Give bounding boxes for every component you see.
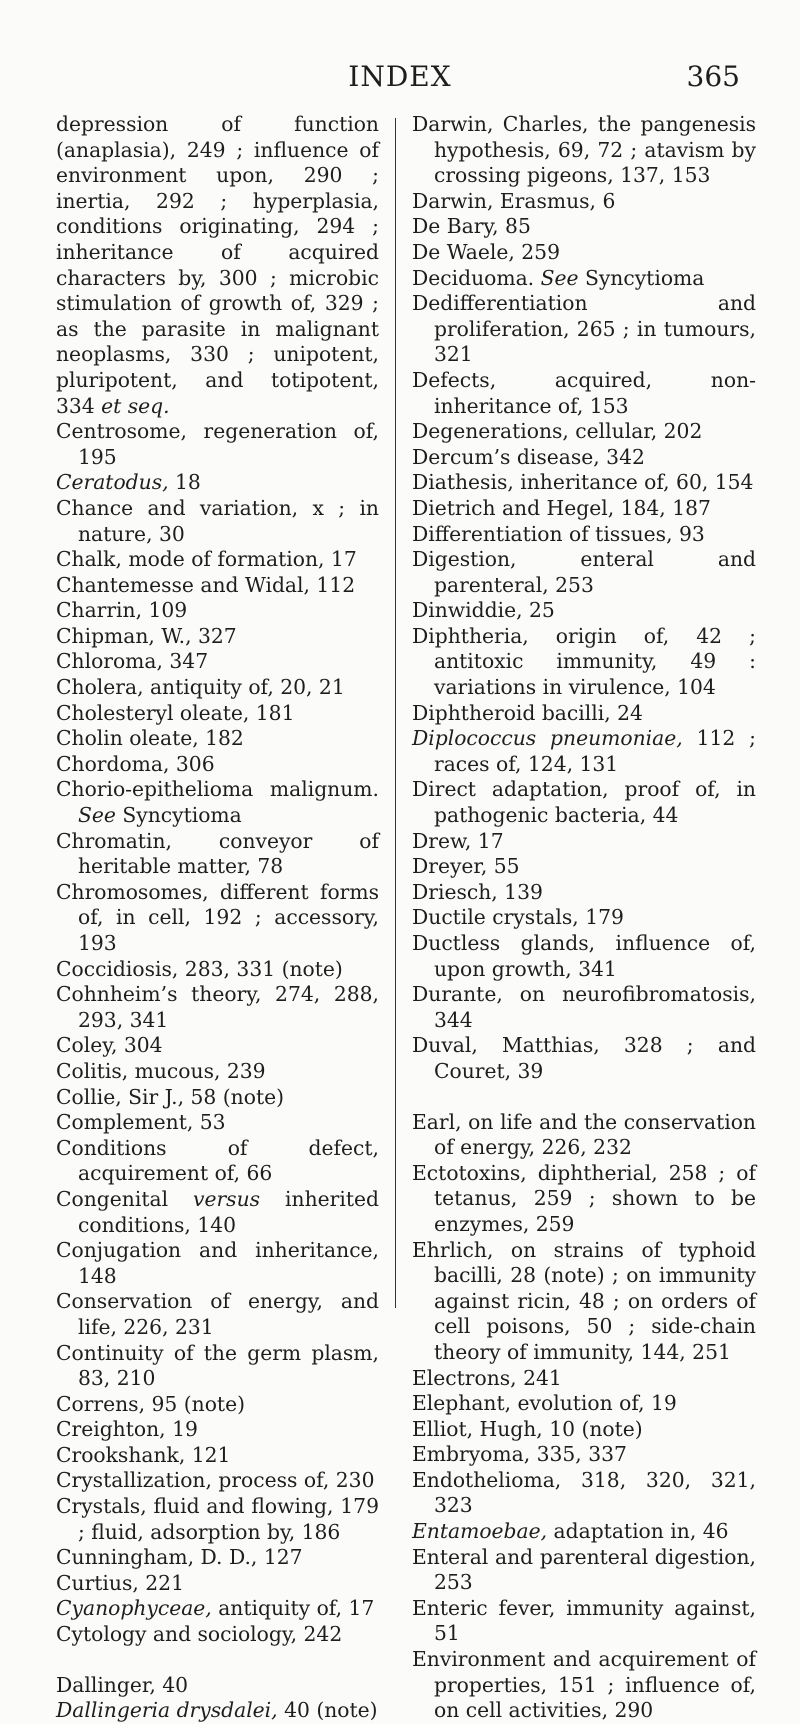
index-entry-text: Continuity of the germ plasm, 83, 210	[56, 1340, 379, 1391]
column-divider	[395, 118, 396, 1308]
index-entry-italic: Diplococcus pneumoniae,	[412, 726, 683, 751]
index-entry-italic: et seq.	[101, 393, 170, 418]
index-entry-italic: versus	[193, 1186, 261, 1211]
index-entry-text: Crystals, fluid and flowing, 179 ; fluid, adsorption by, 186	[56, 1494, 379, 1544]
index-entry-text: Chromosomes, different forms of, in cell, 192 ; accessory, 193	[56, 879, 379, 955]
index-entry-text: Dedifferentiation and proliferation, 265 ; in tumours, 321	[412, 291, 756, 367]
index-entry-text: De Waele, 259	[412, 239, 560, 264]
index-entry-text: Duval, Matthias, 328 ; and Couret, 39	[412, 1033, 756, 1083]
index-entry-text: Drew, 17	[412, 828, 504, 853]
index-entry	[412, 1442, 756, 1468]
index-entry	[56, 982, 379, 1033]
index-entry	[56, 1136, 379, 1187]
index-entry	[412, 291, 756, 368]
index-entry	[412, 240, 756, 266]
index-entry-text: Enteral and parenteral digestion, 253	[412, 1544, 756, 1595]
index-entry-text: Earl, on life and the conservation of energy, 226, 232	[412, 1109, 756, 1160]
index-entry	[412, 726, 756, 777]
index-entry-text: Crookshank, 121	[56, 1442, 231, 1467]
index-entry-text: Coccidiosis, 283, 331 (note)	[56, 956, 343, 981]
index-entry	[56, 1494, 379, 1545]
index-entry-italic: See	[78, 803, 116, 828]
index-entry	[56, 598, 379, 624]
index-entry	[412, 1238, 756, 1366]
index-entry	[412, 1545, 756, 1596]
index-entry	[412, 419, 756, 445]
index-entry-text: Curtius, 221	[56, 1570, 184, 1595]
index-entry	[56, 1059, 379, 1085]
index-entry	[412, 470, 756, 496]
index-entry-text: Chipman, W., 327	[56, 623, 237, 648]
index-entry	[412, 445, 756, 471]
index-entry-text: Enteric fever, immunity against, 51	[412, 1595, 756, 1646]
index-entry-text: Complement, 53	[56, 1110, 226, 1135]
index-entry-text: Ectotoxins, diphtherial, 258 ; of tetanus, 259 ; shown to be enzymes, 259	[412, 1160, 756, 1236]
index-entry	[412, 368, 756, 419]
index-entry-text: Coley, 304	[56, 1033, 163, 1058]
index-entry-text: Diathesis, inheritance of, 60, 154	[412, 470, 754, 495]
index-entry-text: Cholesteryl oleate, 181	[56, 700, 295, 725]
index-entry	[56, 726, 379, 752]
index-entry	[56, 1392, 379, 1418]
index-entry-italic: See	[540, 265, 579, 290]
index-entry-text: Syncytioma	[578, 265, 705, 290]
index-entry	[56, 957, 379, 983]
index-entry	[412, 547, 756, 598]
index-entry	[412, 829, 756, 855]
index-entry-text: Cohnheim’s theory, 274, 288, 293, 341	[56, 982, 379, 1032]
index-entry-text: Diphtheroid bacilli, 24	[412, 700, 643, 725]
index-entry-text: Deciduoma.	[412, 265, 541, 290]
index-entry-text: adaptation in, 46	[547, 1519, 729, 1544]
index-entry	[56, 1417, 379, 1443]
index-entry-text: Diphtheria, origin of, 42 ; antitoxic immunity, 49 : variations in virulence, 104	[412, 623, 756, 700]
index-entry	[412, 1647, 756, 1724]
index-entry-italic: Ceratodus,	[56, 470, 169, 495]
index-entry-text: Collie, Sir J., 58 (note)	[56, 1084, 285, 1109]
index-entry	[412, 1366, 756, 1392]
index-entry-text: antiquity of, 17	[211, 1596, 375, 1621]
index-entry-text: Chordoma, 306	[56, 751, 215, 776]
index-entry	[56, 1033, 379, 1059]
index-entry	[56, 547, 379, 573]
index-entry-text: Digestion, enteral and parenteral, 253	[412, 547, 756, 597]
index-entry	[56, 1622, 379, 1648]
index-entry-text: Darwin, Erasmus, 6	[412, 188, 616, 213]
index-entry-text: Crystallization, process of, 230	[56, 1468, 375, 1493]
index-entry-text: Chance and variation, x ; in nature, 30	[56, 495, 379, 546]
index-entry-text: Darwin, Charles, the pangenesis hypothesis, 69, 72 ; atavism by crossing pigeons, 137, 153	[412, 112, 756, 188]
index-entry	[412, 266, 756, 292]
index-entry	[412, 854, 756, 880]
index-entry	[56, 419, 379, 470]
index-entry-text: Conditions of defect, acquirement of, 66	[56, 1135, 379, 1186]
index-entry-text: Chantemesse and Widal, 112	[56, 572, 356, 597]
index-entry-text: Degenerations, cellular, 202	[412, 419, 703, 444]
index-entry	[56, 1187, 379, 1238]
index-entry	[56, 1443, 379, 1469]
index-entry	[56, 829, 379, 880]
index-entry-text: Centrosome, regeneration of, 195	[56, 419, 379, 469]
index-entry-text: Electrons, 241	[412, 1365, 562, 1390]
index-entry	[56, 1085, 379, 1111]
index-entry	[56, 624, 379, 650]
index-entry-text: Ehrlich, on strains of typhoid bacilli, 28 (note) ; on immunity against ricin, 48 ; on orders of cell poisons, 50 ; side-chain theory of immunity, 144, 251	[412, 1237, 756, 1364]
index-entry	[412, 701, 756, 727]
index-entry-text: 112 ; races of, 124, 131	[434, 726, 756, 776]
index-entry-text: Environment and acquirement of properties, 151 ; influence of, on cell activities, 290	[412, 1647, 756, 1723]
index-entry	[56, 496, 379, 547]
index-entry	[56, 1468, 379, 1494]
index-entry	[56, 470, 379, 496]
index-entry	[56, 1596, 379, 1622]
index-entry-text: Ductless glands, influence of, upon growth, 341	[412, 931, 756, 981]
index-entry	[56, 752, 379, 778]
index-entry-text: Correns, 95 (note)	[56, 1391, 245, 1416]
index-entry	[412, 214, 756, 240]
index-entry	[56, 1110, 379, 1136]
index-entry-text: 40 (note)	[277, 1698, 378, 1723]
right-column	[412, 112, 756, 1724]
index-entry-text: Dietrich and Hegel, 184, 187	[412, 495, 711, 520]
index-entry	[412, 1417, 756, 1443]
index-entry-text: Congenital	[56, 1186, 194, 1211]
index-entry	[412, 522, 756, 548]
index-entry	[412, 496, 756, 522]
index-entry	[56, 1698, 379, 1724]
index-entry	[56, 675, 379, 701]
index-entry-text: Syncytioma	[115, 803, 242, 828]
index-entry	[56, 649, 379, 675]
index-entry-text: depression of function (anaplasia), 249 ; influence of environment upon, 290 ; inertia, 292 ; hyperplasia, conditions originating, 294 ; inheritance of acquired characters by, 300 ; microbic stimulation of growth of, 329 ; as the parasite in malignant neoplasms, 330 ; unipotent, pluripotent, and totipotent, 334	[56, 112, 379, 418]
index-entry-text: Elliot, Hugh, 10 (note)	[412, 1416, 643, 1441]
index-entry	[412, 1161, 756, 1238]
index-entry-text: Cholera, antiquity of, 20, 21	[56, 675, 345, 700]
index-entry	[56, 880, 379, 957]
index-entry-text: Dinwiddie, 25	[412, 598, 555, 623]
index-entry-italic: Entamoebae,	[412, 1519, 548, 1544]
index-entry	[412, 189, 756, 215]
index-entry-text: Embryoma, 335, 337	[412, 1442, 627, 1467]
index-entry-text: Driesch, 139	[412, 879, 543, 904]
index-entry-text: De Bary, 85	[412, 214, 531, 239]
index-entry	[56, 1545, 379, 1571]
index-entry	[56, 777, 379, 828]
index-entry-text: Conservation of energy, and life, 226, 231	[56, 1289, 379, 1339]
index-entry-text: Colitis, mucous, 239	[56, 1058, 266, 1083]
index-entry-text: Differentiation of tissues, 93	[412, 521, 705, 546]
index-entry	[412, 905, 756, 931]
index-entry	[412, 931, 756, 982]
left-column	[56, 112, 379, 1724]
index-entry-italic: Dallingeria drysdalei,	[56, 1698, 278, 1723]
index-entry	[56, 1341, 379, 1392]
index-entry-text: Dallinger, 40	[56, 1672, 189, 1697]
index-entry-text: Dercum’s disease, 342	[412, 444, 645, 469]
index-entry-text: 18	[168, 470, 201, 495]
index-entry	[412, 1110, 756, 1161]
index-entry-text: Cholin oleate, 182	[56, 726, 244, 751]
index-entry	[412, 1596, 756, 1647]
index-entry-text: Endothelioma, 318, 320, 321, 323	[412, 1467, 756, 1518]
index-entry-text: Defects, acquired, non-inheritance of, 153	[412, 367, 756, 418]
index-entry-text: Elephant, evolution of, 19	[412, 1391, 677, 1416]
index-entry-text: Chalk, mode of formation, 17	[56, 547, 357, 572]
index-entry	[56, 1289, 379, 1340]
index-entry-text: Direct adaptation, proof of, in pathogenic bacteria, 44	[412, 777, 756, 828]
index-entry	[412, 1519, 756, 1545]
index-entry-text: Chromatin, conveyor of heritable matter, 78	[56, 828, 379, 879]
index-entry-text: inherited conditions, 140	[78, 1186, 379, 1237]
index-entry	[56, 1571, 379, 1597]
page-number: 365	[686, 60, 740, 93]
index-entry	[412, 1468, 756, 1519]
index-entry-text: Charrin, 109	[56, 598, 188, 623]
index-entry-text: Durante, on neurofibromatosis, 344	[412, 982, 756, 1032]
index-entry	[56, 1238, 379, 1289]
index-entry	[412, 1391, 756, 1417]
index-entry	[412, 982, 756, 1033]
index-entry	[412, 880, 756, 906]
index-entry-text: Cunningham, D. D., 127	[56, 1545, 303, 1570]
running-title: INDEX	[348, 60, 452, 93]
index-entry-text: Chloroma, 347	[56, 649, 209, 674]
index-entry-text: Conjugation and inheritance, 148	[56, 1238, 379, 1288]
index-entry-italic: Cyanophyceae,	[56, 1596, 212, 1621]
index-entry-text: Chorio-epithelioma malignum.	[56, 777, 379, 802]
index-entry	[56, 1673, 379, 1699]
index-entry	[56, 112, 379, 419]
index-entry	[412, 598, 756, 624]
index-entry-text: Cytology and sociology, 242	[56, 1622, 343, 1647]
index-entry	[56, 701, 379, 727]
index-entry	[56, 573, 379, 599]
index-entry	[412, 1033, 756, 1084]
index-entry	[412, 112, 756, 189]
index-entry	[412, 624, 756, 701]
index-entry-text: Dreyer, 55	[412, 854, 520, 879]
index-entry-text: Creighton, 19	[56, 1417, 198, 1442]
index-entry	[412, 777, 756, 828]
index-entry-text: Ductile crystals, 179	[412, 905, 624, 930]
